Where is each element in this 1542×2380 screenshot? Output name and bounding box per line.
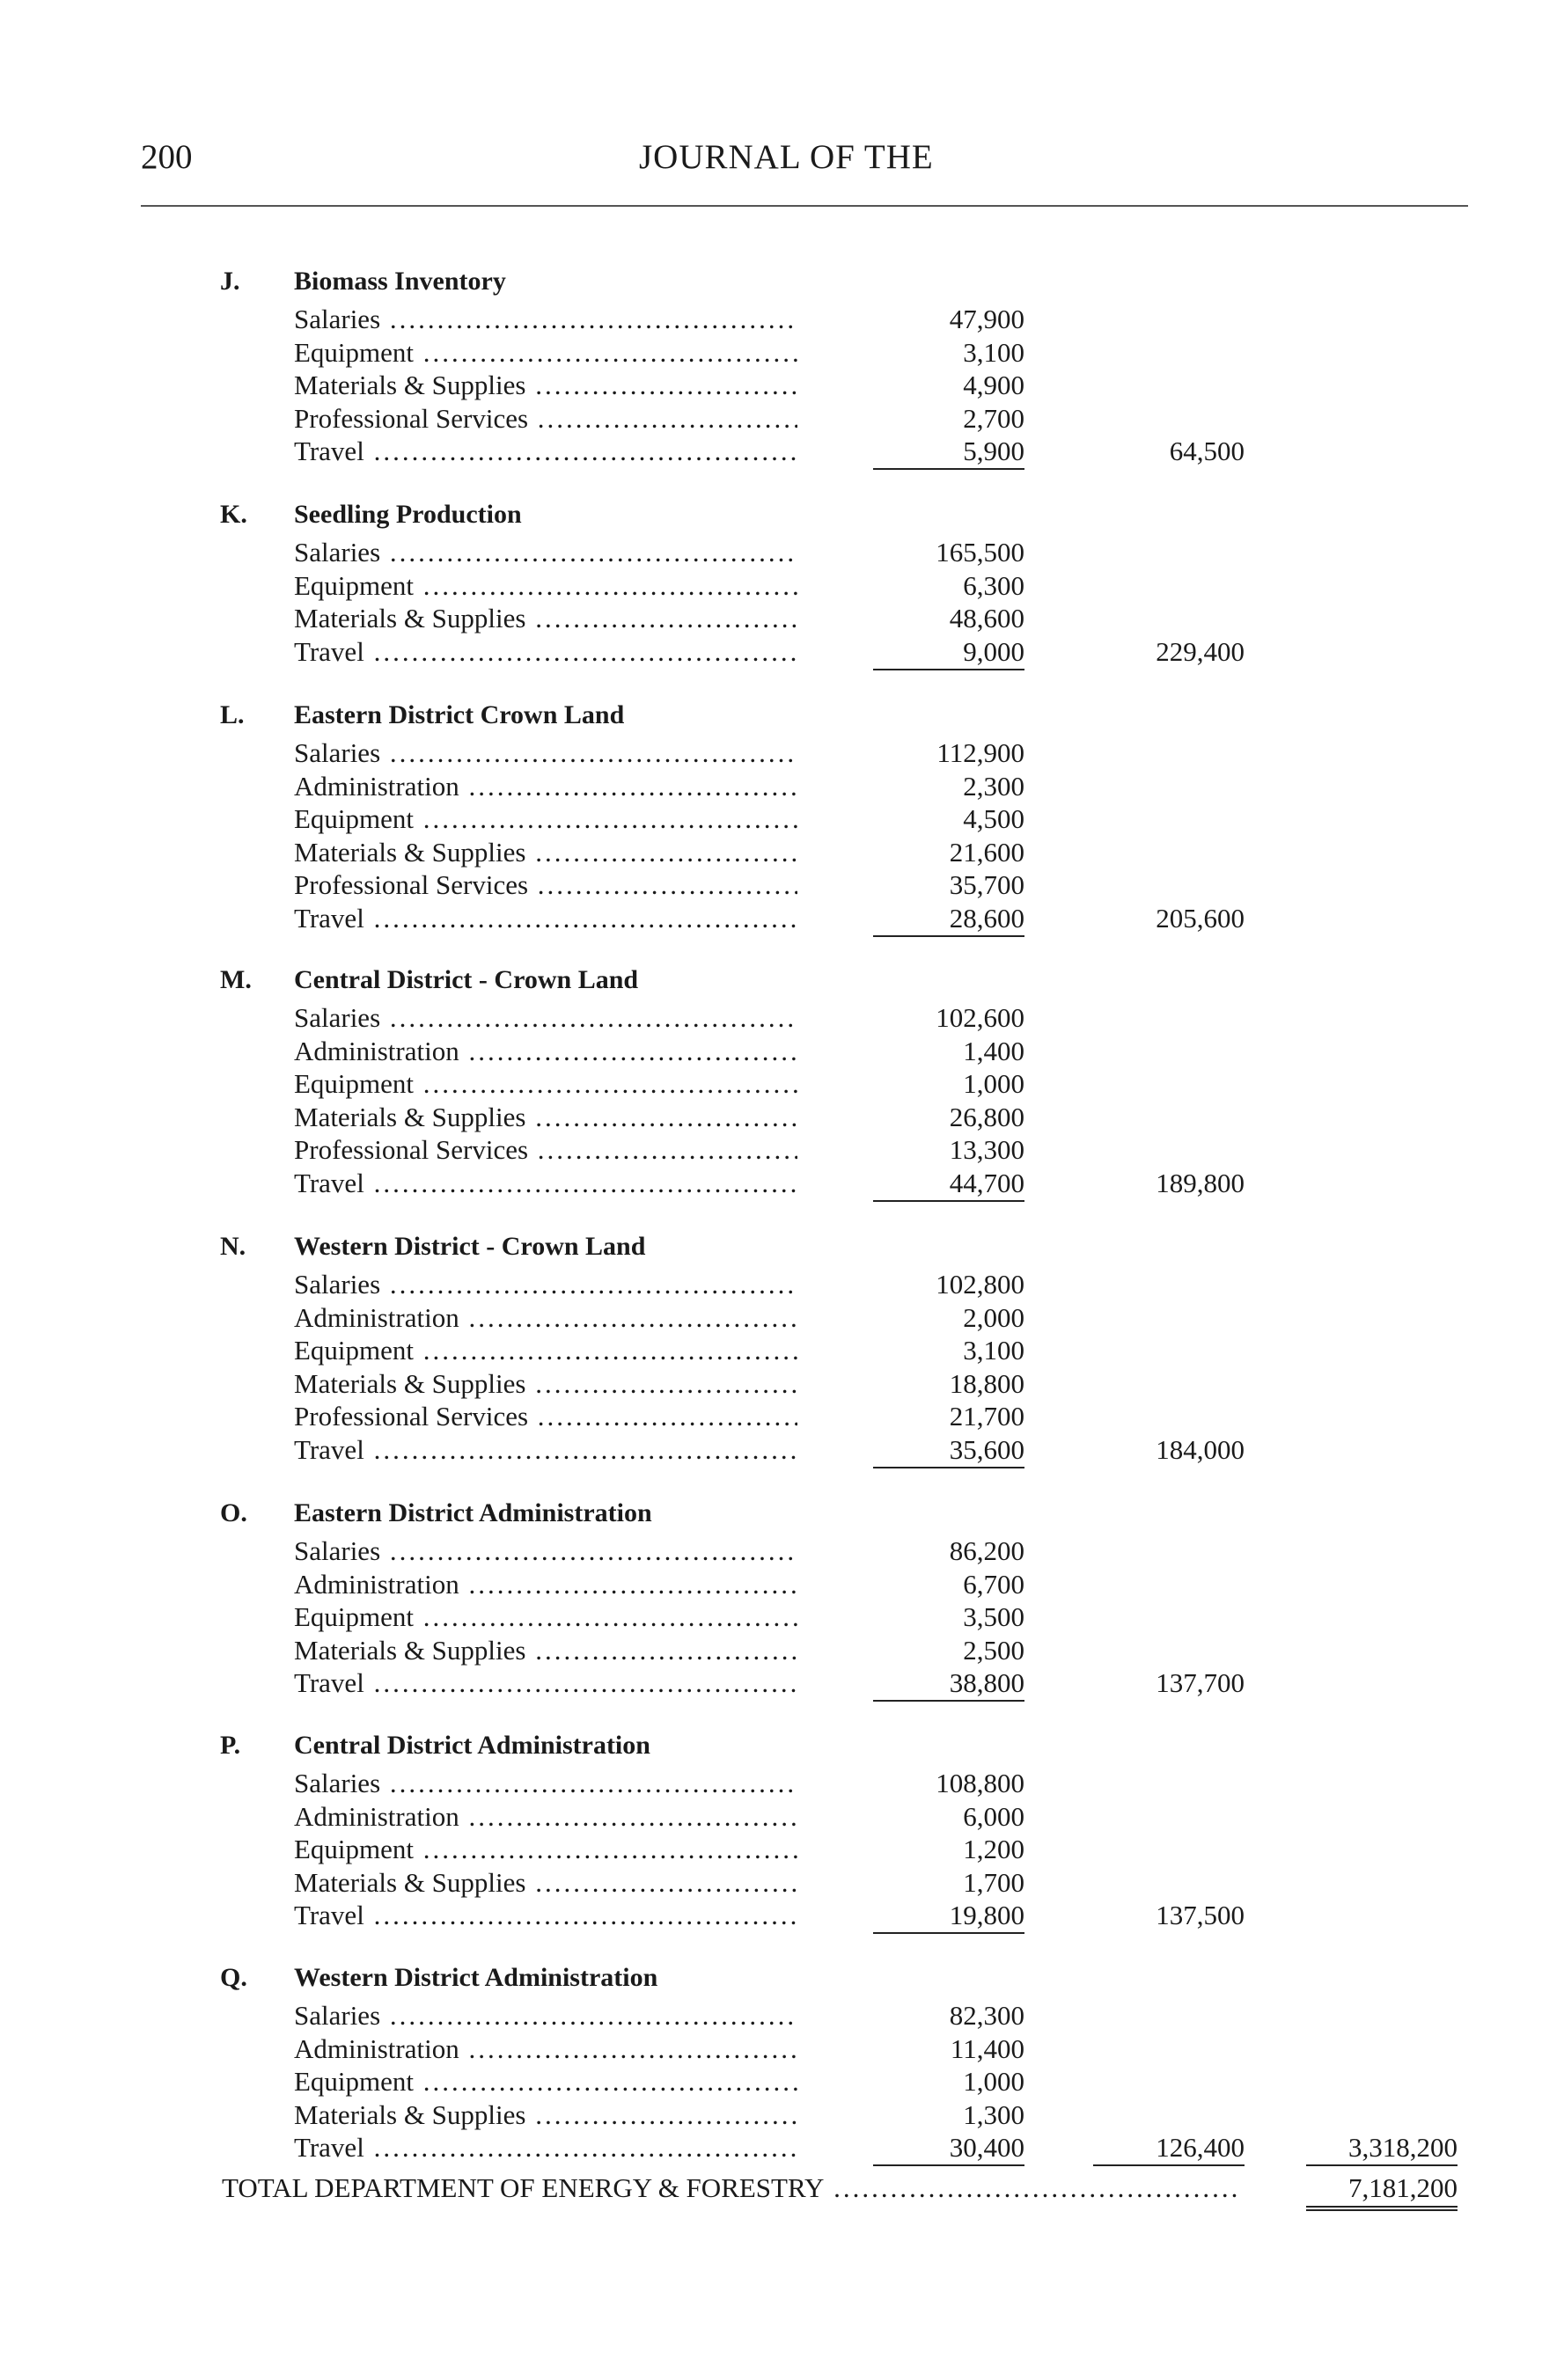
line-item-amount: 5,900 xyxy=(873,435,1024,470)
line-item-label: Salaries ..... xyxy=(294,1534,797,1567)
line-items xyxy=(0,1534,1542,1700)
line-item-label: Administration ..... xyxy=(294,1035,797,1067)
line-item-amount: 6,000 xyxy=(963,1800,1024,1832)
line-item-label: Salaries ..... xyxy=(294,1999,797,2032)
line-item-label: Travel ..... xyxy=(294,1666,797,1699)
line-item-amount: 6,700 xyxy=(963,1568,1024,1600)
line-item-amount: 3,500 xyxy=(963,1601,1024,1633)
line-item xyxy=(0,369,1542,402)
line-item xyxy=(0,1400,1542,1433)
line-items xyxy=(0,736,1542,935)
line-item xyxy=(0,1568,1542,1601)
line-item xyxy=(0,1167,1542,1200)
line-item-label: Professional Services ..... xyxy=(294,1400,797,1432)
section-total: 64,500 xyxy=(1169,436,1245,467)
line-item-label: Equipment ..... xyxy=(294,802,797,835)
line-item-label: Administration ..... xyxy=(294,1568,797,1600)
line-item xyxy=(0,1301,1542,1335)
line-item-label: Materials & Supplies ..... xyxy=(294,1866,797,1899)
line-item xyxy=(0,1035,1542,1068)
line-item-label: Professional Services ..... xyxy=(294,1133,797,1166)
section-letter: M. xyxy=(220,965,252,994)
line-item-amount: 112,900 xyxy=(936,737,1024,768)
section-letter: Q. xyxy=(220,1963,247,1992)
line-item xyxy=(0,1833,1542,1866)
line-item-amount: 1,200 xyxy=(963,1834,1024,1865)
line-item-label: Travel ..... xyxy=(294,1899,797,1931)
line-item xyxy=(0,1767,1542,1800)
line-item xyxy=(0,435,1542,468)
section-title: Eastern District Administration xyxy=(294,1498,652,1527)
line-item-amount: 1,000 xyxy=(963,1068,1024,1100)
section-letter: L. xyxy=(220,700,245,729)
line-item xyxy=(0,802,1542,836)
line-item-label: Travel ..... xyxy=(294,1433,797,1466)
line-item-label: Administration ..... xyxy=(294,2032,797,2065)
header-rule xyxy=(141,205,1468,207)
line-item xyxy=(0,1899,1542,1932)
line-item-amount: 9,000 xyxy=(873,635,1024,670)
line-item-amount: 3,100 xyxy=(963,336,1024,368)
line-item-label: Equipment ..... xyxy=(294,1334,797,1366)
section-title: Central District Administration xyxy=(294,1731,650,1760)
line-item-label: Travel ..... xyxy=(294,435,797,467)
section-title: Western District - Crown Land xyxy=(294,1232,646,1261)
line-item-label: Salaries ..... xyxy=(294,736,797,769)
line-item-label: Equipment ..... xyxy=(294,1833,797,1865)
line-item-label: Administration ..... xyxy=(294,1800,797,1833)
section-total: 137,500 xyxy=(1156,1900,1245,1931)
line-item-label: Travel ..... xyxy=(294,902,797,934)
line-item xyxy=(0,1433,1542,1467)
line-item-amount: 21,600 xyxy=(949,836,1024,868)
line-item-label: Administration ..... xyxy=(294,1301,797,1334)
line-item xyxy=(0,1800,1542,1834)
line-item xyxy=(0,336,1542,370)
line-item xyxy=(0,536,1542,569)
line-item-amount: 82,300 xyxy=(949,2000,1024,2031)
section-total: 189,800 xyxy=(1156,1168,1245,1198)
line-item xyxy=(0,602,1542,635)
section-letter: J. xyxy=(220,267,240,296)
line-item-amount: 38,800 xyxy=(873,1666,1024,1702)
department-subtotal: 3,318,200 xyxy=(1306,2131,1458,2166)
line-item xyxy=(0,1001,1542,1035)
line-item-label: Equipment ..... xyxy=(294,569,797,602)
line-item-amount: 2,000 xyxy=(963,1301,1024,1333)
line-item-label: Professional Services ..... xyxy=(294,868,797,901)
line-item-amount: 30,400 xyxy=(873,2131,1024,2166)
line-item-label: Salaries ..... xyxy=(294,1767,797,1799)
line-item xyxy=(0,1600,1542,1634)
line-item-label: Professional Services ..... xyxy=(294,402,797,435)
grand-total-value: 7,181,200 xyxy=(1306,2171,1458,2211)
line-item-label: Salaries ..... xyxy=(294,536,797,568)
line-item-label: Materials & Supplies ..... xyxy=(294,836,797,868)
grand-total-label: TOTAL DEPARTMENT OF ENERGY & FORESTRY ..... xyxy=(222,2171,1238,2206)
line-item-amount: 108,800 xyxy=(936,1768,1024,1798)
section-title: Biomass Inventory xyxy=(294,267,506,296)
line-item xyxy=(0,736,1542,770)
section-title: Eastern District Crown Land xyxy=(294,700,625,729)
line-item-amount: 35,600 xyxy=(873,1433,1024,1468)
section-title: Western District Administration xyxy=(294,1963,658,1992)
line-item-label: Salaries ..... xyxy=(294,1001,797,1034)
section-total: 205,600 xyxy=(1156,903,1245,934)
line-item-amount: 2,300 xyxy=(963,770,1024,802)
section-total: 126,400 xyxy=(1093,2131,1245,2166)
line-item-amount: 165,500 xyxy=(936,537,1024,568)
section-title: Seedling Production xyxy=(294,500,522,529)
section-letter: N. xyxy=(220,1232,246,1261)
line-item-label: Materials & Supplies ..... xyxy=(294,1101,797,1133)
line-item-label: Equipment ..... xyxy=(294,336,797,369)
line-items xyxy=(0,303,1542,468)
line-item-amount: 1,400 xyxy=(963,1035,1024,1066)
line-item xyxy=(0,1101,1542,1134)
line-item-amount: 1,300 xyxy=(963,2098,1024,2130)
line-item xyxy=(0,635,1542,669)
line-item-label: Equipment ..... xyxy=(294,1600,797,1633)
grand-total-row xyxy=(0,2171,1542,2206)
line-item-amount: 1,000 xyxy=(963,2066,1024,2098)
line-item-amount: 35,700 xyxy=(949,869,1024,901)
line-item-amount: 48,600 xyxy=(949,603,1024,634)
line-item-amount: 6,300 xyxy=(963,569,1024,601)
line-items xyxy=(0,1001,1542,1200)
line-item xyxy=(0,1334,1542,1367)
section-total: 184,000 xyxy=(1156,1434,1245,1465)
line-item xyxy=(0,770,1542,803)
line-item-amount: 2,500 xyxy=(963,1634,1024,1666)
line-item-label: Materials & Supplies ..... xyxy=(294,1367,797,1400)
line-item xyxy=(0,303,1542,336)
section-letter: O. xyxy=(220,1498,247,1527)
line-item-amount: 13,300 xyxy=(949,1134,1024,1166)
line-item xyxy=(0,569,1542,603)
line-item-label: Equipment ..... xyxy=(294,1067,797,1100)
line-item-amount: 4,500 xyxy=(963,803,1024,835)
section-letter: K. xyxy=(220,500,247,529)
line-item xyxy=(0,902,1542,935)
line-item xyxy=(0,1666,1542,1700)
line-item-amount: 102,800 xyxy=(936,1269,1024,1300)
line-item-amount: 4,900 xyxy=(963,370,1024,401)
line-item xyxy=(0,868,1542,902)
line-item-amount: 86,200 xyxy=(949,1535,1024,1566)
line-item-label: Administration ..... xyxy=(294,770,797,802)
line-item-amount: 44,700 xyxy=(873,1167,1024,1202)
line-item xyxy=(0,2065,1542,2098)
line-item-label: Materials & Supplies ..... xyxy=(294,369,797,401)
line-item xyxy=(0,1634,1542,1667)
page-title: JOURNAL OF THE xyxy=(639,138,934,176)
line-item-amount: 3,100 xyxy=(963,1335,1024,1366)
line-item-label: Travel ..... xyxy=(294,1167,797,1199)
section-title: Central District - Crown Land xyxy=(294,965,639,994)
section-total: 229,400 xyxy=(1156,635,1245,667)
line-items xyxy=(0,1268,1542,1467)
line-item xyxy=(0,1999,1542,2032)
line-items xyxy=(0,536,1542,668)
line-item-label: Salaries ..... xyxy=(294,303,797,335)
line-item-amount: 18,800 xyxy=(949,1367,1024,1399)
section-total: 137,700 xyxy=(1156,1667,1245,1699)
line-item-label: Materials & Supplies ..... xyxy=(294,2098,797,2131)
line-items xyxy=(0,1767,1542,1932)
line-item-amount: 11,400 xyxy=(950,2032,1024,2064)
line-item xyxy=(0,1133,1542,1167)
section-letter: P. xyxy=(220,1731,241,1760)
line-item-label: Materials & Supplies ..... xyxy=(294,1634,797,1666)
line-item xyxy=(0,2098,1542,2132)
page-number: 200 xyxy=(141,138,193,176)
line-item xyxy=(0,2032,1542,2066)
line-item-label: Salaries ..... xyxy=(294,1268,797,1300)
line-item xyxy=(0,1866,1542,1900)
line-item-amount: 28,600 xyxy=(873,902,1024,937)
line-item xyxy=(0,1268,1542,1301)
line-item-amount: 1,700 xyxy=(963,1866,1024,1898)
line-item-label: Materials & Supplies ..... xyxy=(294,602,797,634)
line-item-amount: 102,600 xyxy=(936,1002,1024,1033)
line-item xyxy=(0,1367,1542,1401)
line-item-amount: 21,700 xyxy=(949,1401,1024,1432)
line-item xyxy=(0,402,1542,436)
line-item xyxy=(0,1534,1542,1568)
line-item xyxy=(0,836,1542,869)
line-item-amount: 26,800 xyxy=(949,1101,1024,1132)
line-item-label: Travel ..... xyxy=(294,2131,797,2164)
line-item-amount: 2,700 xyxy=(963,402,1024,434)
line-item-amount: 47,900 xyxy=(949,304,1024,334)
line-item xyxy=(0,1067,1542,1101)
line-item-label: Equipment ..... xyxy=(294,2065,797,2098)
line-item-label: Travel ..... xyxy=(294,635,797,668)
line-item-amount: 19,800 xyxy=(873,1899,1024,1934)
